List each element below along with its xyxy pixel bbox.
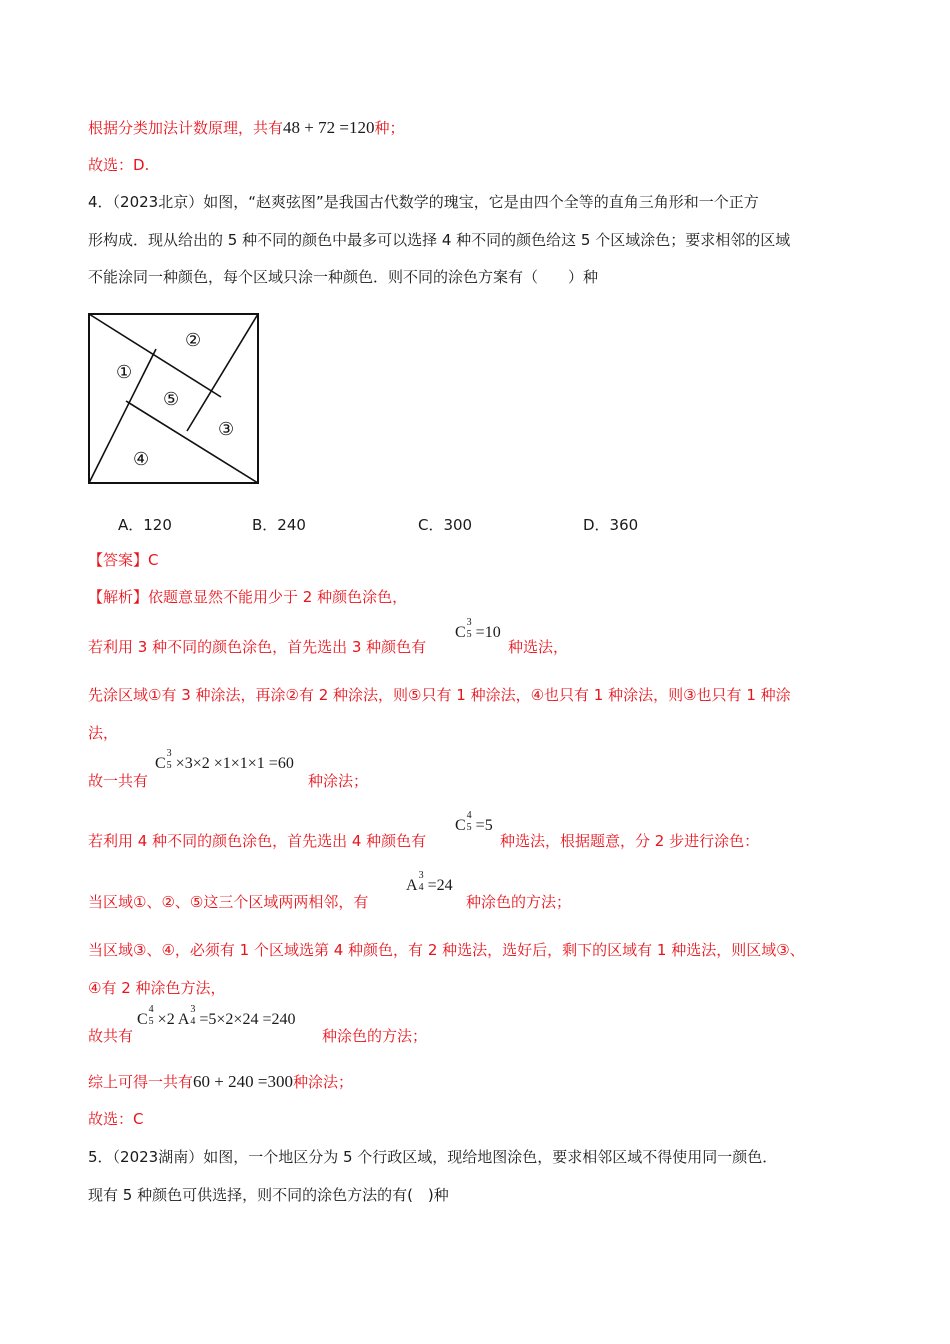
p7-tail: 种涂色的方法； — [322, 1027, 428, 1045]
region-4-label: ④ — [133, 449, 150, 470]
a43-expression — [406, 870, 453, 895]
c53-sub: 5 — [466, 629, 472, 640]
c54-sub: 5 — [466, 822, 472, 833]
diagram-line-4 — [126, 401, 258, 483]
prod-sup: 3 — [166, 748, 172, 759]
a43-sup: 3 — [418, 870, 424, 881]
c53-expression — [455, 617, 501, 642]
a43-sym: A — [406, 877, 418, 894]
q5-line-2: 现有 5 种颜色可供选择，则不同的涂色方法的有( )种 — [88, 1186, 449, 1204]
c53-sup: 3 — [466, 617, 472, 628]
answer: 【答案】C — [88, 551, 159, 569]
region-5-label: ⑤ — [163, 389, 180, 410]
p6-line-2: ④有 2 种涂色方法， — [88, 979, 226, 997]
option-d[interactable]: D．360 — [583, 516, 639, 534]
total-tail: =5×2×24 =240 — [199, 1011, 296, 1028]
p2-line-1: 先涂区域①有 3 种涂法，再涂②有 2 种涂法，则⑤只有 1 种涂法，④也只有 1 种涂法，则③也只有 1 种涂 — [88, 686, 791, 704]
p1-tail: 种选法， — [508, 638, 569, 656]
p2-line-2: 法， — [88, 724, 119, 742]
p3-tail: 种涂法； — [308, 772, 369, 790]
q4-line-1: 4．（2023北京）如图，“赵爽弦图”是我国古代数学的瑰宝，它是由四个全等的直角三角形和一个正方 — [88, 193, 759, 211]
c54-expression — [455, 810, 493, 835]
c53-value: =10 — [475, 624, 501, 641]
c53-sym: C — [455, 624, 466, 641]
c54-sup: 4 — [466, 810, 472, 821]
analysis-label: 【解析】 — [88, 588, 149, 606]
principle-tail: 种； — [374, 119, 405, 137]
p4-text: 若利用 4 种不同的颜色涂色，首先选出 4 种颜色有 — [88, 832, 427, 850]
total-mid: ×2 A — [157, 1011, 190, 1028]
total-a-sub: 4 — [190, 1016, 196, 1027]
q5-line-1: 5．（2023湖南）如图，一个地区分为 5 个行政区域，现给地图涂色，要求相邻区域不得使用同一颜色． — [88, 1148, 778, 1166]
total-c-sub: 5 — [148, 1016, 154, 1027]
final-sum: 60 + 240 =300 — [193, 1072, 293, 1091]
p8-line — [88, 1071, 353, 1092]
option-b[interactable]: B．240 — [252, 516, 306, 534]
sum-expression: 48 + 72 =120 — [283, 118, 375, 137]
product-expression — [155, 748, 294, 773]
p5-tail: 种涂色的方法； — [466, 893, 572, 911]
principle-text: 根据分类加法计数原理，共有 — [88, 119, 284, 137]
analysis-line — [88, 586, 407, 607]
product-rest: ×3×2 ×1×1×1 =60 — [175, 755, 294, 772]
p8-text: 综上可得一共有 — [88, 1073, 194, 1091]
analysis-text: 依题意显然不能用少于 2 种颜色涂色， — [148, 588, 408, 606]
p8-tail: 种涂法； — [292, 1073, 353, 1091]
choose-c: 故选：C — [88, 1110, 144, 1128]
p6-line-1: 当区域③、④，必须有 1 个区域选第 4 种颜色，有 2 种选法，选好后，剩下的区域有 1 种选法，则区域③、 — [88, 941, 805, 959]
total-c-sym: C — [137, 1011, 148, 1028]
c-sym: C — [155, 755, 166, 772]
total-a-sup: 3 — [190, 1004, 196, 1015]
prod-sub: 5 — [166, 760, 172, 771]
option-a[interactable]: A．120 — [118, 516, 172, 534]
p5-text: 当区域①、②、⑤这三个区域两两相邻，有 — [88, 893, 369, 911]
p4-tail: 种选法，根据题意，分 2 步进行涂色： — [500, 832, 760, 850]
diagram-line-1 — [89, 314, 221, 397]
region-3-label: ③ — [218, 419, 235, 440]
p1-text: 若利用 3 种不同的颜色涂色，首先选出 3 种颜色有 — [88, 638, 427, 656]
q4-line-3: 不能涂同一种颜色，每个区域只涂一种颜色．则不同的涂色方案有（ ）种 — [88, 268, 599, 286]
a43-sub: 4 — [418, 882, 424, 893]
zhao-shuang-diagram — [88, 313, 260, 485]
total-c-sup: 4 — [148, 1004, 154, 1015]
region-1-label: ① — [116, 362, 133, 383]
q4-line-2: 形构成．现从给出的 5 种不同的颜色中最多可以选择 4 种不同的颜色给这 5 个区域涂色；要求相邻的区域 — [88, 231, 791, 249]
region-2-label: ② — [185, 330, 202, 351]
c54-value: =5 — [475, 817, 493, 834]
line-principle — [88, 117, 404, 138]
total-expression — [137, 1004, 296, 1029]
p3-text: 故一共有 — [88, 772, 149, 790]
a43-value: =24 — [427, 877, 453, 894]
choose-d: 故选：D. — [88, 156, 150, 174]
p7-text: 故共有 — [88, 1027, 134, 1045]
c54-sym: C — [455, 817, 466, 834]
option-c[interactable]: C．300 — [418, 516, 473, 534]
